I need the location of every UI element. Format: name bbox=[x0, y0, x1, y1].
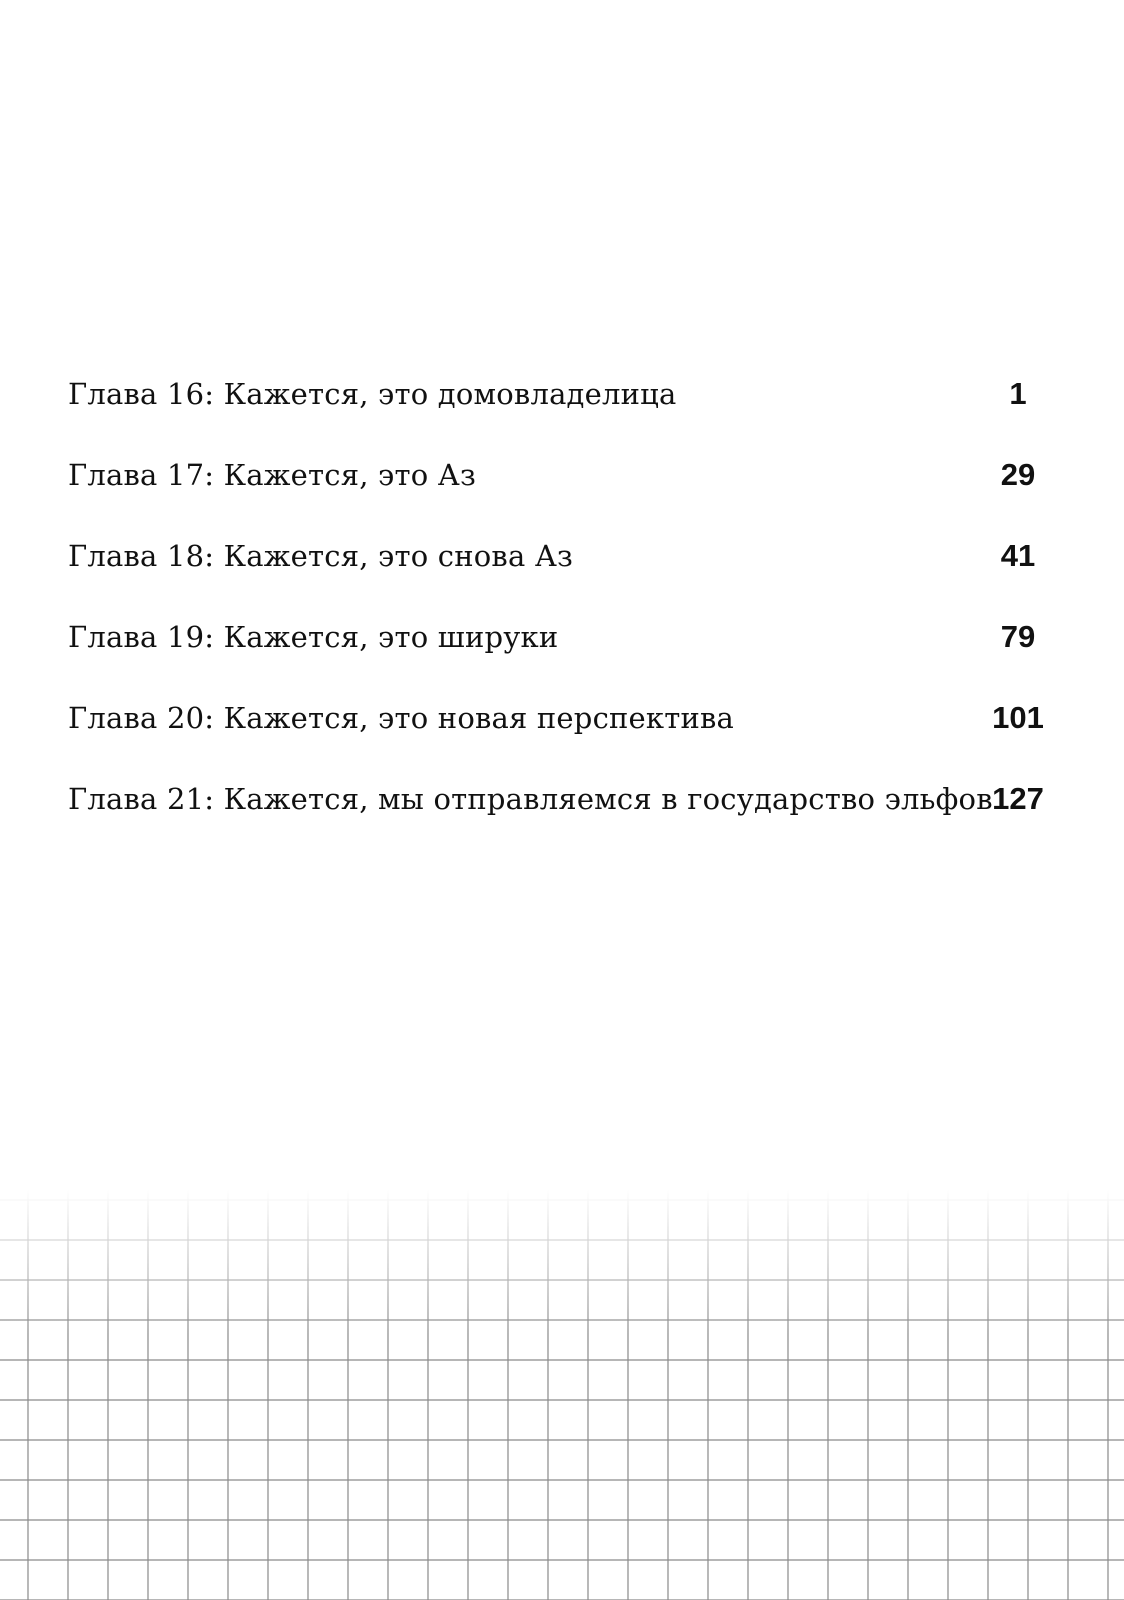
toc-entry-title: Глава 18: Кажется, это снова Аз bbox=[68, 539, 574, 573]
toc-entry-20[interactable] bbox=[68, 698, 1058, 779]
toc-entry-title: Глава 19: Кажется, это шируки bbox=[68, 620, 559, 654]
toc-entry-title: Глава 20: Кажется, это новая перспектива bbox=[68, 701, 735, 735]
toc-entry-title: Глава 17: Кажется, это Аз bbox=[68, 458, 476, 492]
toc-entry-page-number: 127 bbox=[992, 781, 1044, 816]
toc-entry-page-number: 29 bbox=[1000, 457, 1036, 492]
toc-entry-page-number: 79 bbox=[1000, 619, 1036, 654]
toc-entry-page-number: 41 bbox=[1000, 538, 1036, 573]
toc-entry-17[interactable] bbox=[68, 455, 1058, 536]
graph-paper-grid bbox=[0, 1190, 1124, 1600]
toc-entry-21[interactable] bbox=[68, 779, 1058, 860]
toc-entry-page-number: 101 bbox=[992, 700, 1044, 735]
toc-entry-19[interactable] bbox=[68, 617, 1058, 698]
table-of-contents bbox=[68, 374, 1058, 860]
toc-entry-title: Глава 21: Кажется, мы отправляемся в государство эльфов bbox=[68, 782, 993, 816]
toc-entry-16[interactable] bbox=[68, 374, 1058, 455]
toc-entry-page-number: 1 bbox=[1009, 376, 1027, 411]
toc-entry-18[interactable] bbox=[68, 536, 1058, 617]
toc-entry-title: Глава 16: Кажется, это домовладелица bbox=[68, 377, 677, 411]
